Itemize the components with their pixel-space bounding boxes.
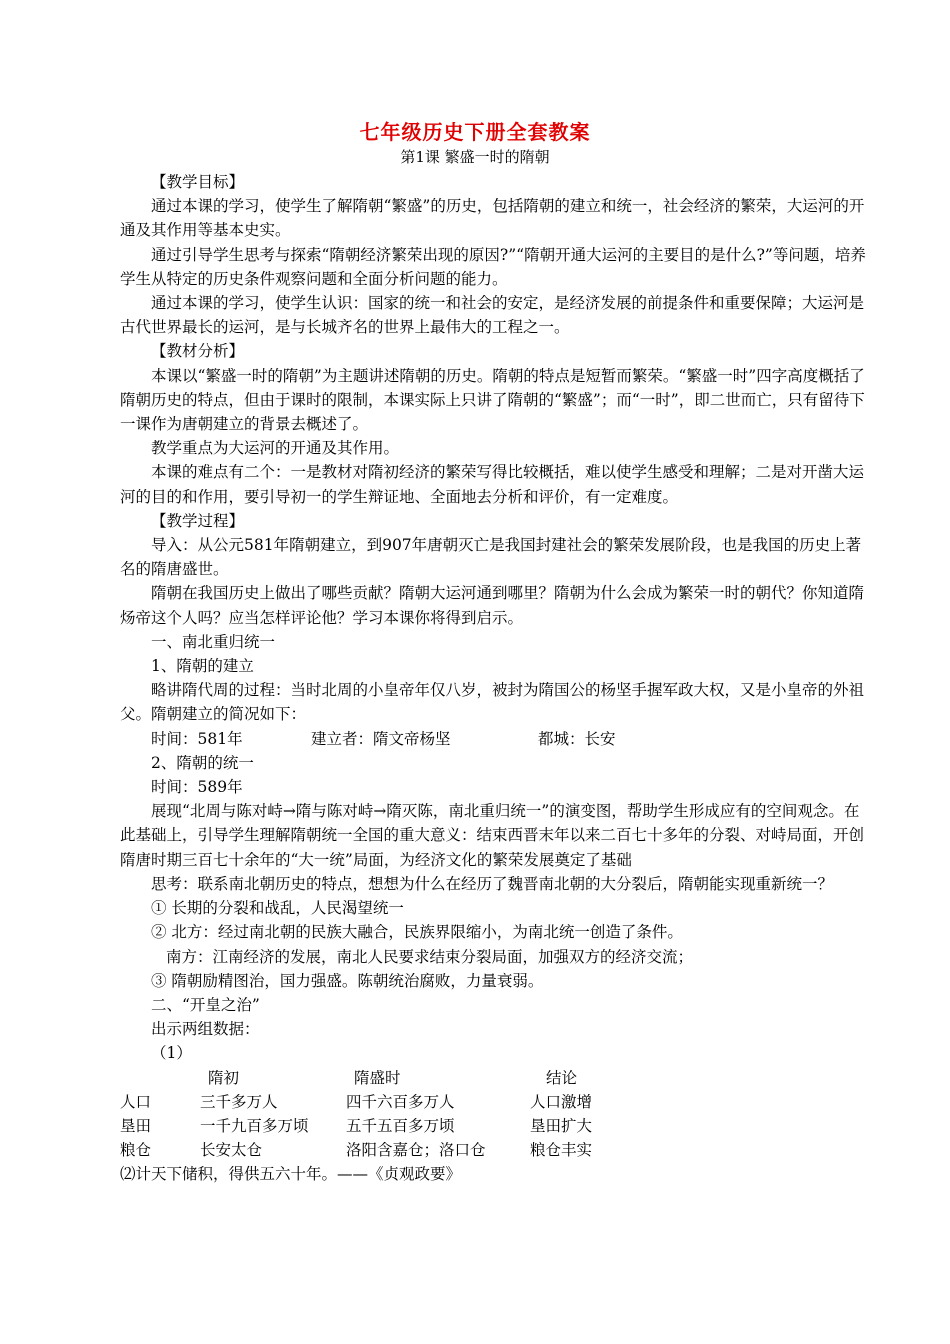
section-heading-analysis: 【教材分析】 (151, 342, 245, 361)
founding-facts (120, 727, 870, 751)
subheading: 1、隋朝的建立 (151, 657, 254, 676)
table-row (120, 1138, 870, 1162)
founding-founder: 建立者：隋文帝杨坚 (311, 729, 451, 748)
reason-item: ① 长期的分裂和战乱，人民渴望统一 (151, 899, 404, 918)
paragraph: 展现“北周与陈对峙→隋与陈对峙→隋灭陈，南北重归统一”的演变图，帮助学生形成应有的空间观念。在此基础上，引导学生理解隋朝统一全国的重大意义：结束西晋末年以来二百七十多年的分裂、对峙局面，开创隋唐时期三百七十余年的“大一统”局面，为经济文化的繁荣发展奠定了基础 (120, 802, 865, 869)
table-header-cell: 隋初 (208, 1068, 240, 1087)
subheading: 一、南北重归统一 (151, 632, 276, 651)
section-heading-goal: 【教学目标】 (151, 173, 245, 191)
table-header-cell: 结论 (546, 1068, 578, 1087)
table-cell: 粮仓 (120, 1141, 152, 1160)
table-cell: 人口 (120, 1092, 152, 1111)
paragraph: 本课的难点有二个：一是教材对隋初经济的繁荣写得比较概括，难以使学生感受和理解；二是对开凿大运河的目的和作用，要引导初一的学生辩证地、全面地去分析和评价，有一定难度。 (120, 463, 865, 506)
table-cell: 五千五百多万顷 (346, 1116, 455, 1135)
paragraph: 通过本课的学习，使学生了解隋朝“繁盛”的历史，包括隋朝的建立和统一，社会经济的繁荣，大运河的开通及其作用等基本史实。 (120, 197, 865, 240)
table-cell: 垦田 (120, 1116, 152, 1135)
table-cell: 四千六百多万人 (346, 1092, 455, 1111)
quote-line: ⑵计天下储积，得供五六十年。——《贞观政要》 (120, 1165, 462, 1184)
data-group-label: （1） (151, 1044, 192, 1063)
reason-item: ② 北方：经过南北朝的民族大融合，民族界限缩小，为南北统一创造了条件。 (151, 923, 683, 942)
table-row (120, 1090, 870, 1114)
table-cell: 三千多万人 (200, 1092, 278, 1111)
table-cell: 长安太仓 (200, 1141, 263, 1160)
paragraph: 通过引导学生思考与探索“隋朝经济繁荣出现的原因?”“隋朝开通大运河的主要目的是什么?”等问题，培养学生从特定的历史条件观察问题和全面分析问题的能力。 (120, 245, 866, 288)
paragraph: 本课以“繁盛一时的隋朝”为主题讲述隋朝的历史。隋朝的特点是短暂而繁荣。“繁盛一时”四字高度概括了隋朝历史的特点，但由于课时的限制，本课实际上只讲了隋朝的“繁盛”；而“一时”，即二世而亡，只有留待下一课作为唐朝建立的背景去概述了。 (120, 366, 865, 434)
table-cell: 洛阳含嘉仓；洛口仓 (346, 1141, 486, 1160)
paragraph: 教学重点为大运河的开通及其作用。 (151, 439, 400, 458)
paragraph: 略讲隋代周的过程：当时北周的小皇帝年仅八岁，被封为隋国公的杨坚手握军政大权，又是小皇帝的外祖父。隋朝建立的简况如下： (120, 681, 865, 724)
paragraph: 隋朝在我国历史上做出了哪些贡献？隋朝大运河通到哪里？隋朝为什么会成为繁荣一时的朝代？你知道隋炀帝这个人吗？应当怎样评论他？学习本课你将得到启示。 (120, 584, 865, 627)
section-heading-process: 【教学过程】 (151, 511, 245, 530)
table-cell: 粮仓丰实 (530, 1141, 593, 1160)
table-cell: 垦田扩大 (530, 1116, 593, 1135)
reason-item: 南方：江南经济的发展，南北人民要求结束分裂局面，加强双方的经济交流； (166, 947, 694, 966)
reason-item: ③ 隋朝励精图治，国力强盛。陈朝统治腐败，力量衰弱。 (151, 971, 544, 990)
data-table (120, 1066, 870, 1163)
founding-time: 时间：581年 (151, 729, 243, 748)
table-cell: 人口激增 (530, 1092, 593, 1111)
table-header-cell: 隋盛时 (354, 1068, 401, 1087)
table-header-cell (120, 1066, 200, 1090)
paragraph: 思考：联系南北朝历史的特点，想想为什么在经历了魏晋南北朝的大分裂后，隋朝能实现重新统一？ (151, 874, 834, 893)
paragraph: 出示两组数据： (151, 1020, 260, 1039)
paragraph: 导入：从公元581年隋朝建立，到907年唐朝灭亡是我国封建社会的繁荣发展阶段，也是我国的历史上著名的隋唐盛世。 (120, 536, 862, 579)
table-row (120, 1114, 870, 1138)
table-header-row (120, 1066, 870, 1090)
unify-time: 时间：589年 (151, 778, 243, 797)
paragraph: 通过本课的学习，使学生认识：国家的统一和社会的安定，是经济发展的前提条件和重要保障；大运河是古代世界最长的运河，是与长城齐名的世界上最伟大的工程之一。 (120, 294, 865, 337)
founding-capital: 都城：长安 (538, 729, 616, 748)
subheading: 2、隋朝的统一 (151, 753, 254, 772)
subheading: 二、“开皇之治” (151, 995, 260, 1014)
lesson-subtitle: 第1课 繁盛一时的隋朝 (400, 148, 550, 166)
document-title: 七年级历史下册全套教案 (359, 120, 591, 144)
document-body (120, 170, 870, 1187)
table-cell: 一千九百多万顷 (200, 1116, 309, 1135)
